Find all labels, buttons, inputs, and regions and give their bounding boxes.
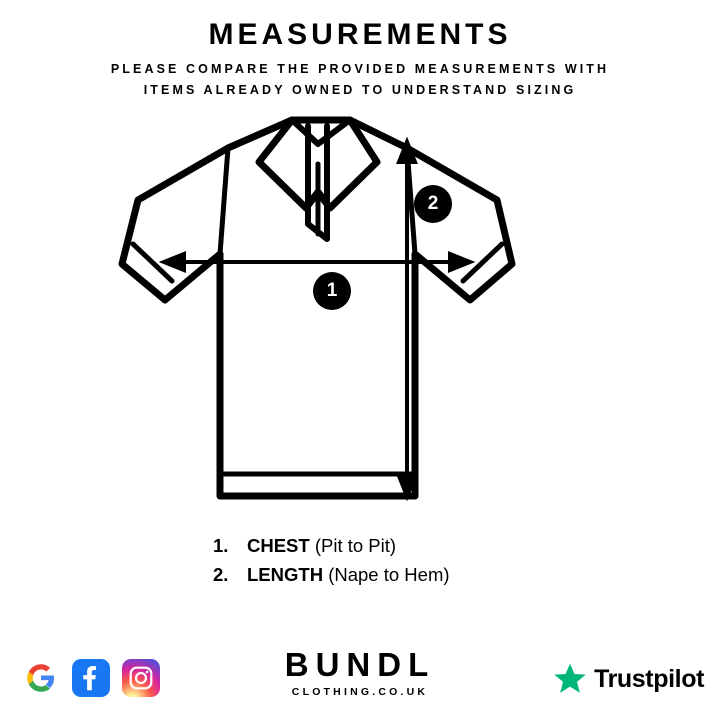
brand-domain: CLOTHING.CO.UK [291, 686, 429, 698]
page-title: MEASUREMENTS [208, 18, 512, 51]
brand-name: BUNDL [284, 646, 436, 683]
trustpilot-star-icon [553, 662, 587, 696]
page-subtitle-line-2: ITEMS ALREADY OWNED TO UNDERSTAND SIZING [143, 82, 577, 97]
badge-length [414, 185, 452, 223]
badge-length-number: 2 [427, 193, 439, 214]
legend-item-length-number: 2. [213, 563, 229, 585]
legend [0, 532, 720, 589]
page-subtitle [40, 59, 680, 100]
legend-item-chest-name: CHEST [247, 535, 310, 556]
legend-item-length [0, 561, 720, 590]
legend-item-length-label [247, 561, 507, 590]
polo-shirt-diagram [60, 104, 660, 524]
legend-item-chest-detail: (Pit to Pit) [314, 535, 397, 556]
legend-item-chest-number: 1. [213, 535, 229, 556]
polo-shirt-icon [60, 104, 660, 524]
legend-item-length-name: LENGTH [247, 563, 324, 585]
footer [0, 628, 720, 720]
badge-chest-number: 1 [326, 280, 338, 301]
trustpilot-logo[interactable] [553, 662, 704, 696]
legend-item-chest-label [247, 532, 507, 561]
legend-item-length-detail: (Nape to Hem) [328, 563, 450, 585]
legend-item-chest [0, 532, 720, 561]
chest-measure-arrow [164, 254, 470, 270]
badge-chest [313, 272, 351, 310]
header [0, 18, 720, 100]
page-subtitle-line-1: PLEASE COMPARE THE PROVIDED MEASUREMENTS WITH [110, 62, 610, 76]
trustpilot-label: Trustpilot [594, 664, 704, 693]
